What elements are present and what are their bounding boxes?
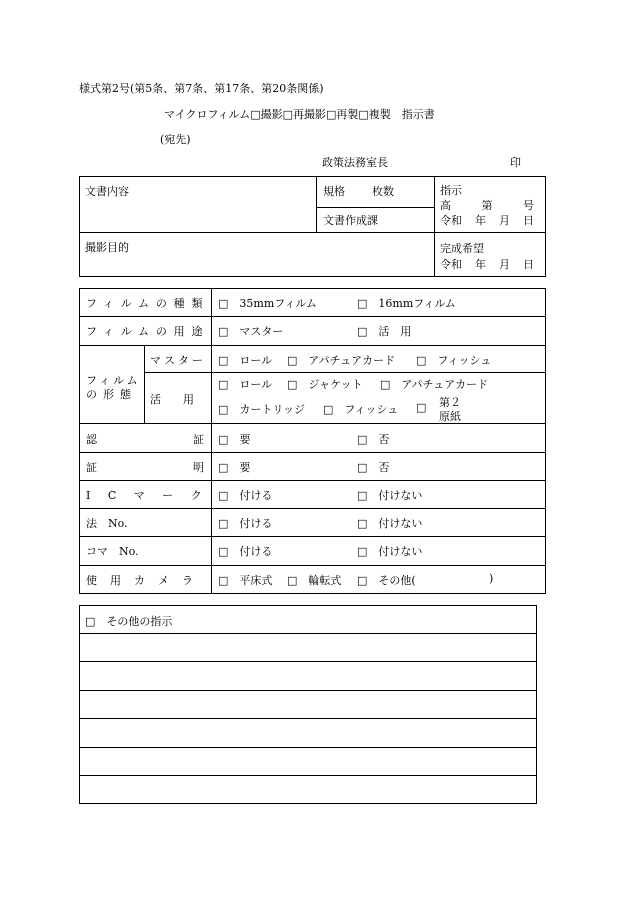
- film-form-label-line1: フィルム: [86, 374, 141, 387]
- form-number: 様式第2号(第5条、第7条、第17条、第20条関係): [79, 82, 324, 95]
- instruction-date: 令和 年 月 日: [440, 214, 534, 227]
- proof-required-option[interactable]: □ 要: [218, 461, 251, 474]
- completion-date: 令和 年 月 日: [440, 258, 534, 271]
- seal-mark: 印: [510, 156, 521, 169]
- use-fiche-option[interactable]: □ フィッシュ: [323, 403, 399, 416]
- law-no-no-attach-option[interactable]: □ 付けない: [357, 517, 423, 530]
- document-title: マイクロフィルム□撮影□再撮影□再製□複製 指示書: [164, 108, 435, 121]
- instruction-label: 指示: [440, 184, 462, 197]
- film-type-label: フィルムの種類: [86, 297, 210, 310]
- use-second-original-checkbox[interactable]: □: [416, 401, 427, 414]
- section-label: 文書作成課: [323, 214, 378, 227]
- completion-label: 完成希望: [440, 242, 484, 255]
- film-form-use-label: 活 用: [150, 393, 194, 406]
- use-jacket-option[interactable]: □ ジャケット: [287, 378, 363, 391]
- master-aperture-card-option[interactable]: □ アパチュアカード: [287, 354, 396, 367]
- ic-mark-attach-option[interactable]: □ 付ける: [218, 489, 273, 502]
- frame-no-label: コマ No.: [86, 545, 139, 558]
- film-form-master-label: マスター: [150, 354, 206, 367]
- certification-label-b: 証: [193, 433, 204, 446]
- camera-other-close-paren: ): [489, 572, 494, 585]
- sheets-label: 枚数: [372, 185, 394, 198]
- film-use-utilize-option[interactable]: □ 活 用: [357, 325, 412, 338]
- proof-not-required-option[interactable]: □ 否: [357, 461, 390, 474]
- certification-not-required-option[interactable]: □ 否: [357, 433, 390, 446]
- use-second-original-line1: 第２: [439, 396, 461, 409]
- camera-rotary-option[interactable]: □ 輪転式: [287, 574, 342, 587]
- certification-label-a: 認: [86, 433, 97, 446]
- proof-label-b: 明: [193, 461, 204, 474]
- proof-label-a: 証: [86, 461, 97, 474]
- purpose-label: 撮影目的: [85, 241, 129, 254]
- ic-mark-label: ICマーク: [86, 489, 220, 502]
- addressee-label: (宛先): [160, 133, 191, 146]
- use-aperture-card-option[interactable]: □ アパチュアカード: [380, 378, 489, 391]
- film-use-label: フィルムの用途: [86, 325, 210, 338]
- certification-required-option[interactable]: □ 要: [218, 433, 251, 446]
- law-no-label: 法 No.: [86, 517, 128, 530]
- master-roll-option[interactable]: □ ロール: [218, 354, 273, 367]
- camera-other-option[interactable]: □ その他(: [357, 574, 416, 587]
- film-use-master-option[interactable]: □ マスター: [218, 325, 284, 338]
- use-cartridge-option[interactable]: □ カートリッジ: [218, 403, 305, 416]
- film-type-35mm-option[interactable]: □ 35mmフィルム: [218, 297, 317, 310]
- master-fiche-option[interactable]: □ フィッシュ: [416, 354, 492, 367]
- law-no-attach-option[interactable]: □ 付ける: [218, 517, 273, 530]
- frame-no-no-attach-option[interactable]: □ 付けない: [357, 545, 423, 558]
- frame-no-attach-option[interactable]: □ 付ける: [218, 545, 273, 558]
- use-second-original-line2: 原紙: [439, 410, 461, 423]
- camera-label: 使用カメラ: [86, 574, 206, 587]
- other-instructions-checkbox[interactable]: □ その他の指示: [85, 615, 173, 628]
- standard-label: 規格: [323, 185, 345, 198]
- instruction-number: 高 第 号: [440, 199, 534, 212]
- recipient-name: 政策法務室長: [322, 156, 388, 169]
- film-form-label-line2: の形態: [86, 388, 137, 401]
- use-roll-option[interactable]: □ ロール: [218, 378, 273, 391]
- film-type-16mm-option[interactable]: □ 16mmフィルム: [357, 297, 456, 310]
- ic-mark-no-attach-option[interactable]: □ 付けない: [357, 489, 423, 502]
- camera-flatbed-option[interactable]: □ 平床式: [218, 574, 273, 587]
- document-content-label: 文書内容: [85, 185, 129, 198]
